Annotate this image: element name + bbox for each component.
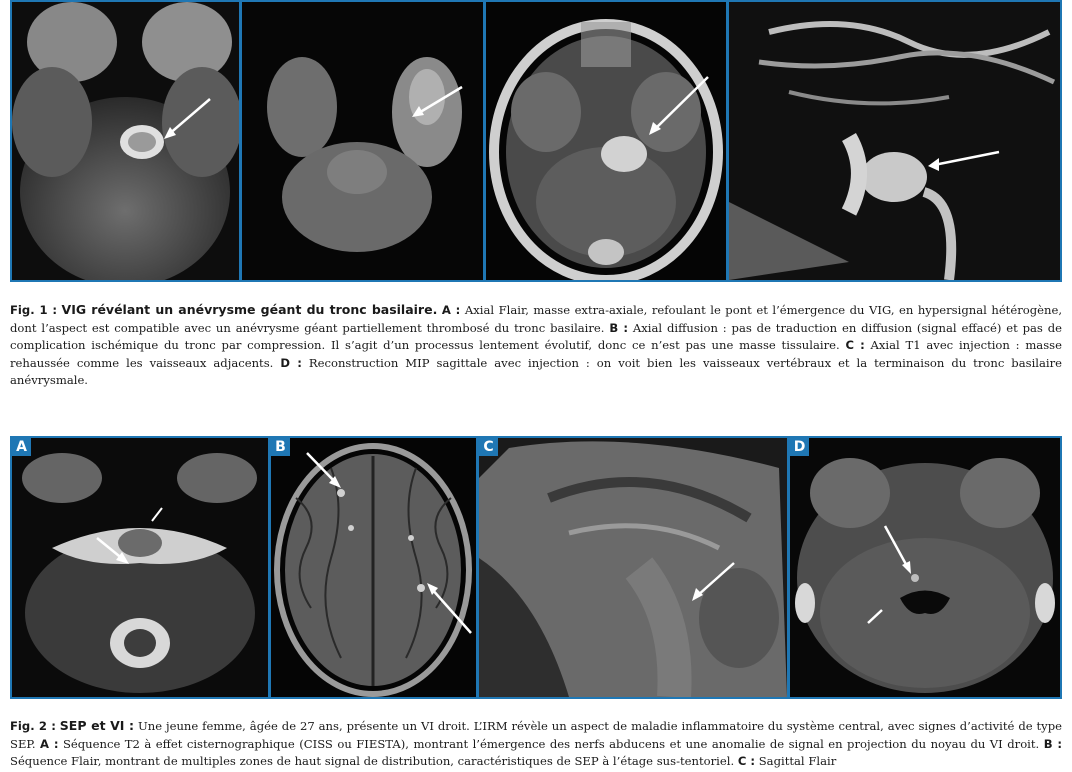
fig1-a-text: Axial Flair, masse extra-axiale, refoulant le pont et l’émergence du VIG, en hypersignal hétérogène, dont l’aspect est compatible avec un anévrysme géant partiellement thrombosé du tronc basilaire. [10,303,1063,335]
figure2-caption [10,717,1062,771]
figure1-caption [10,301,1062,390]
fig2-c-text: Sagittal Flair [758,754,837,768]
fig2-panel-a-image [12,438,268,697]
fig2-panel-b-scan [271,438,476,697]
fig2-panel-a-scan [12,438,268,697]
fig2-panel-c-scan [479,438,787,697]
fig1-panel-c-scan [486,2,726,280]
fig1-b-key: B : [609,320,629,335]
fig1-panel-b-image [242,2,483,280]
fig1-panel-b-scan [242,2,483,280]
fig2-panel-a-letter: A [12,438,31,456]
fig1-title: VIG révélant un anévrysme géant du tronc basilaire. [61,302,438,317]
fig1-b-text: Axial diffusion : pas de traduction en diffusion (signal effacé) et pas de complication ischémique du tronc par compression. Il s’agit d’un processus lentement évolutif, donc ce n’est pas une masse tissulaire. [10,320,1063,352]
figure2-panel-row [10,436,1062,699]
fig1-d-text: Reconstruction MIP sagittale avec injection : on voit bien les vaisseaux vertébraux et la terminaison du tronc basilaire anévrysmale. [10,355,1063,387]
fig1-c-text: Axial T1 avec injection : masse rehaussée comme les vaisseaux adjacents. [10,338,1062,370]
fig2-panel-d-scan [790,438,1060,697]
fig1-panel-a-scan [12,2,239,280]
fig2-c-key: C : [737,754,756,768]
figure1-panel-row [10,0,1062,282]
fig1-d-key: D : [280,355,302,370]
fig1-panel-c-image [486,2,726,280]
fig2-panel-c-letter: C [479,438,498,456]
fig1-panel-a-image [12,2,239,280]
fig2-a-text: Séquence T2 à effet cisternographique (CISS ou FIESTA), montrant l’émergence des nerfs abducens et une anomalie de signal en projection du noyau du VI droit. [62,736,1040,751]
fig2-panel-b-image [271,438,476,697]
fig2-panel-d-image [790,438,1060,697]
fig2-b-key: B : [1043,736,1063,751]
fig1-label: Fig. 1 : [10,303,58,317]
fig1-panel-d-scan [729,2,1060,280]
fig2-panel-c-image [479,438,787,697]
fig1-panel-d-image [729,2,1060,280]
fig2-a-key: A : [40,736,59,751]
fig2-b-text: Séquence Flair, montrant de multiples zones de haut signal de distribution, caractéristiques de SEP à l’étage sus-tentoriel. [10,754,735,768]
fig1-a-key: A : [441,303,461,317]
fig2-panel-d-letter: D [790,438,809,456]
fig2-intro: Une jeune femme, âgée de 27 ans, présente un VI droit. L’IRM révèle un aspect de maladie inflammatoire du système central, avec signes d’activité de type SEP. [10,719,1063,751]
fig2-panel-b-letter: B [271,438,290,456]
fig2-label: Fig. 2 : [10,719,56,733]
fig2-title: SEP et VI : [59,718,135,733]
fig1-c-key: C : [845,338,865,352]
